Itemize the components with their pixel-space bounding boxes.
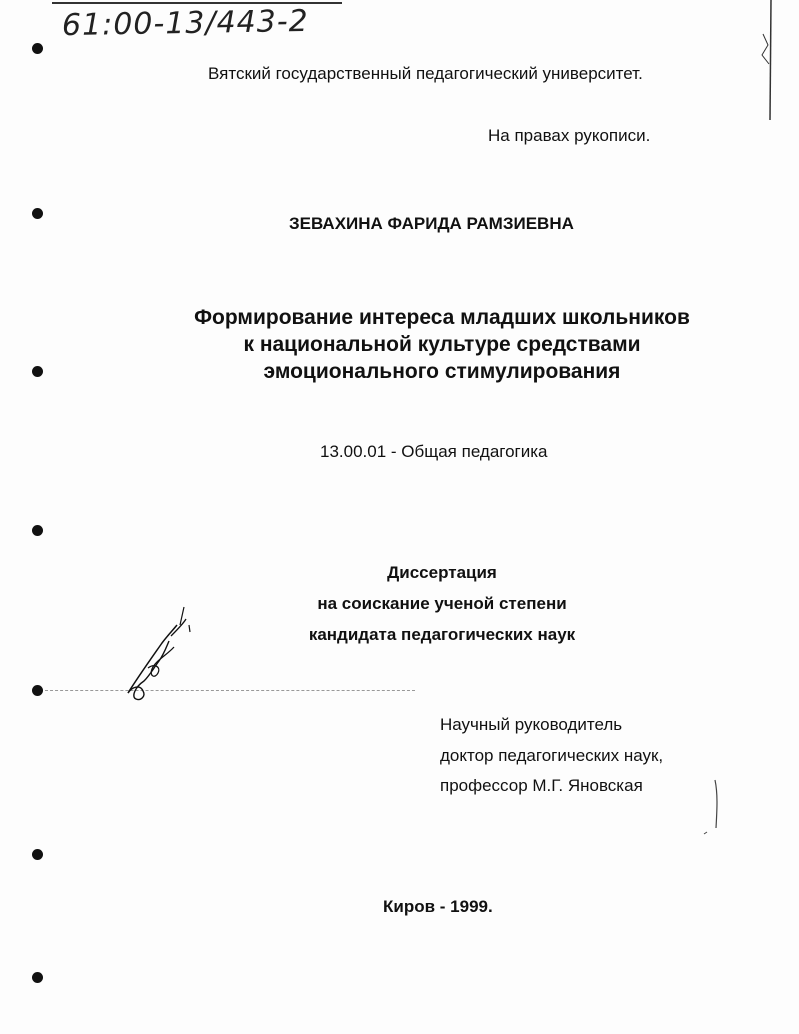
author-name: ЗЕВАХИНА ФАРИДА РАМЗИЕВНА [289,214,574,233]
binding-hole-icon [32,849,43,860]
margin-mark-icon [695,770,725,840]
dissertation-title-line: к национальной культуре средствами [243,333,641,356]
binding-hole-icon [32,525,43,536]
binding-hole-icon [32,366,43,377]
handwritten-signature-icon [110,605,200,710]
thesis-type-line: Диссертация [387,563,497,582]
manuscript-rights-note: На правах рукописи. [488,126,651,145]
institution-name: Вятский государственный педагогический университет. [208,64,643,83]
supervisor-line: профессор М.Г. Яновская [440,776,643,795]
specialty-code: 13.00.01 - Общая педагогика [320,442,548,461]
binding-hole-icon [32,43,43,54]
scan-dashed-line [45,690,415,691]
binding-hole-icon [32,208,43,219]
dissertation-title-line: Формирование интереса младших школьников [194,306,690,329]
dissertation-title-line: эмоционального стимулирования [263,360,621,383]
scan-edge-mark-icon [753,0,781,120]
supervisor-line: доктор педагогических наук, [440,746,664,765]
thesis-type-line: кандидата педагогических наук [308,625,576,644]
city-year: Киров - 1999. [383,897,493,916]
supervisor-line: Научный руководитель [440,715,623,734]
archive-number: 61:00-13/443-2 [61,3,310,44]
thesis-type-line: на соискание ученой степени [317,594,567,613]
binding-hole-icon [32,685,43,696]
binding-hole-icon [32,972,43,983]
